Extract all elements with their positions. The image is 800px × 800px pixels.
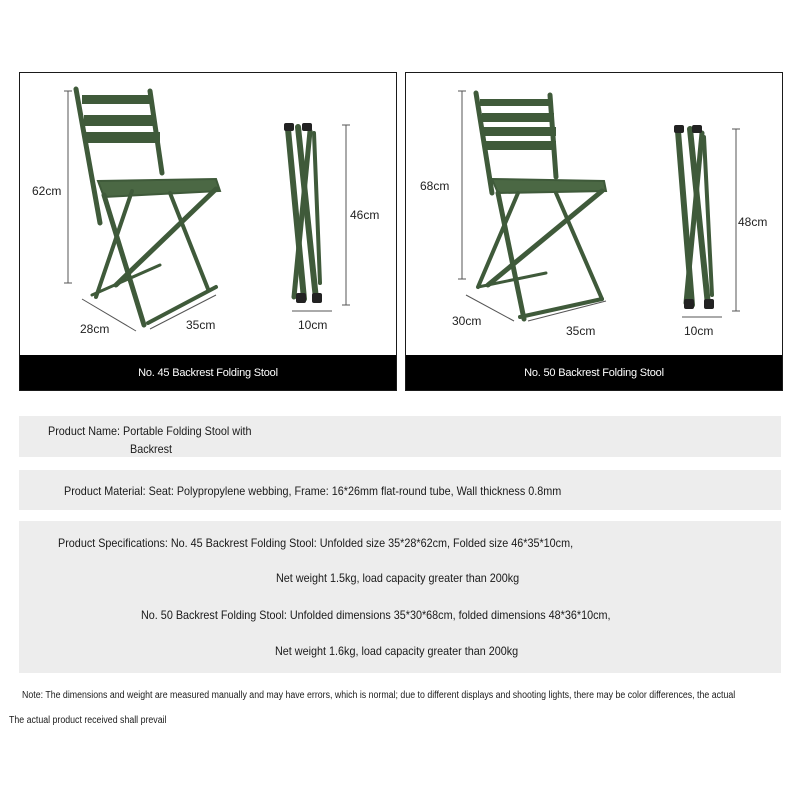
product-image-no50 (405, 72, 783, 391)
product-name-box (19, 416, 781, 457)
folded-height-dimension-label: 48cm (738, 215, 768, 229)
spec-weight-no50: Net weight 1.6kg, load capacity greater than 200kg (275, 644, 519, 658)
product-name-line2: Backrest (130, 442, 173, 456)
product-material-box (19, 470, 781, 510)
panel-caption: No. 45 Backrest Folding Stool (20, 355, 396, 390)
width-dimension-label: 35cm (186, 318, 216, 332)
spec-weight-no45: Net weight 1.5kg, load capacity greater than 200kg (276, 571, 520, 585)
height-dimension-label: 62cm (32, 184, 62, 198)
folded-width-dimension-label: 10cm (684, 324, 714, 338)
disclaimer-note-line2: The actual product received shall prevail (9, 715, 167, 726)
disclaimer-note-line1: Note: The dimensions and weight are measured manually and may have errors, which is normal; due to different displays and shooting lights, there may be color differences, the actual (22, 690, 736, 701)
depth-dimension-label: 30cm (452, 314, 482, 328)
folded-height-dimension-label: 46cm (350, 208, 380, 222)
spec-line-no50: No. 50 Backrest Folding Stool: Unfolded dimensions 35*30*68cm, folded dimensions 48*36*10cm, (141, 608, 611, 622)
depth-dimension-label: 28cm (80, 322, 110, 336)
product-specifications-box (19, 521, 781, 673)
product-image-no45 (19, 72, 397, 391)
height-dimension-label: 68cm (420, 179, 450, 193)
chair-illustration-no50 (406, 73, 782, 390)
chair-illustration-no45 (20, 73, 396, 390)
width-dimension-label: 35cm (566, 324, 596, 338)
folded-width-dimension-label: 10cm (298, 318, 328, 332)
product-name-line1: Product Name: Portable Folding Stool with (48, 424, 252, 438)
product-material-text: Product Material: Seat: Polypropylene webbing, Frame: 16*26mm flat-round tube, Wall thickness 0.8mm (64, 484, 562, 498)
panel-caption: No. 50 Backrest Folding Stool (406, 355, 782, 390)
spec-line-no45: Product Specifications: No. 45 Backrest Folding Stool: Unfolded size 35*28*62cm, Folded size 46*35*10cm, (58, 536, 574, 550)
